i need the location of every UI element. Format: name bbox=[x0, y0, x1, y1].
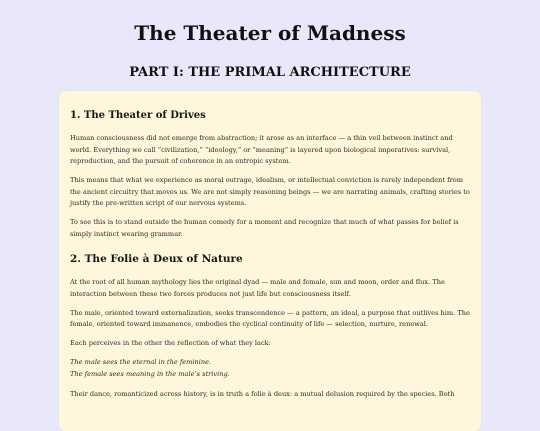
paragraph: Each perceives in the other the reflection of what they lack: bbox=[70, 339, 271, 347]
italic-line: The male sees the eternal in the feminine. bbox=[70, 358, 212, 366]
paragraph: Their dance, romanticized across history, is in truth a folie à deux: a mutual delusion required by the species. Both bbox=[70, 390, 455, 398]
paragraph: This means that what we experience as moral outrage, idealism, or intellectual conviction is rarely independent from the ancient circuitry that moves us. We are not simply reasoning beings — we are narrating animals, crafting stories to justify the pre-written script of our nervous systems. bbox=[70, 176, 470, 207]
document-title: The Theater of Madness bbox=[134, 21, 406, 45]
italic-line: The female sees meaning in the male’s striving. bbox=[70, 369, 230, 378]
paragraph: Human consciousness did not emerge from abstraction; it arose as an interface — a thin veil between instinct and world. Everything we call “civilization,” “ideology,” or “meaning” is layered upon biological imperatives: survival, reproduction, and the pursuit of coherence in an entropic system. bbox=[70, 134, 453, 165]
section-heading-theater-of-drives: 1. The Theater of Drives bbox=[70, 110, 206, 121]
paragraph: At the root of all human mythology lies the original dyad — male and female, sun and moon, order and flux. The interaction between these two forces produces not just life but consciousness itself. bbox=[70, 278, 445, 298]
content-card bbox=[59, 91, 481, 431]
section-heading-folie-a-deux: 2. The Folie à Deux of Nature bbox=[70, 253, 243, 265]
paragraph: To see this is to stand outside the human comedy for a moment and recognize that much of what passes for belief is simply instinct wearing grammar. bbox=[70, 218, 459, 238]
part-title: PART I: THE PRIMAL ARCHITECTURE bbox=[129, 65, 411, 80]
paragraph: The male, oriented toward externalization, seeks transcendence — a pattern, an ideal, a purpose that outlives him. The female, oriented toward immanence, embodies the cyclical continuity of life — selection, nurture, renewal. bbox=[70, 308, 470, 328]
italic-quote-block bbox=[70, 357, 471, 380]
